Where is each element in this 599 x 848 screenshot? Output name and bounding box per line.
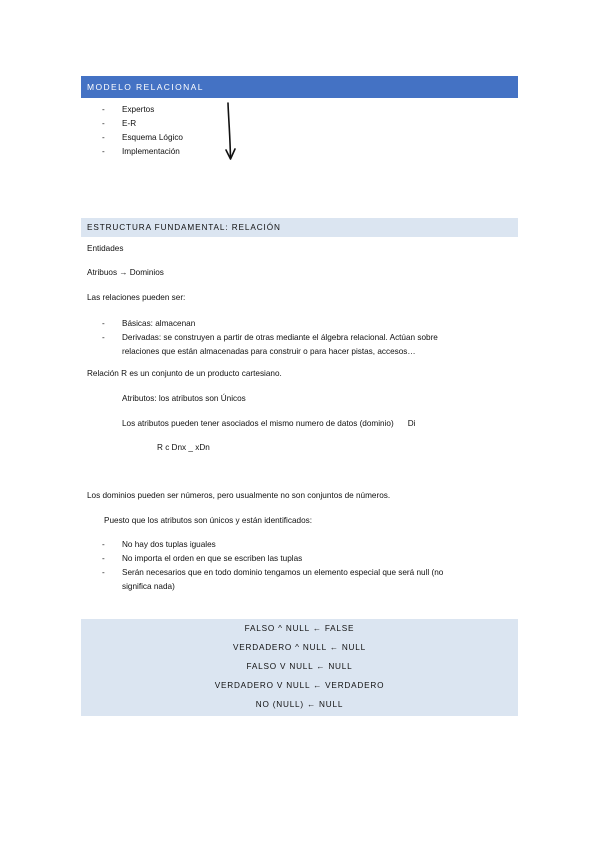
list-item: - Implementación <box>102 147 180 156</box>
paragraph-atributos-unicos: Atributos: los atributos son Únicos <box>122 394 246 403</box>
truth-row: FALSO V NULL ← NULL <box>246 662 353 671</box>
list-item: - Básicas: almacenan <box>102 319 196 328</box>
list-item: - Esquema Lógico <box>102 133 183 142</box>
section-heading-modelo-relacional <box>81 76 518 98</box>
list-item: - No hay dos tuplas iguales <box>102 540 216 549</box>
list-item-continuation: significa nada) <box>122 582 175 591</box>
null-truth-table <box>81 619 518 716</box>
truth-row: VERDADERO ^ NULL ← NULL <box>233 643 366 652</box>
truth-row: NO (NULL) ← NULL <box>255 700 344 709</box>
relation-types-list <box>102 317 438 359</box>
paragraph-atributos-dominio: Los atributos pueden tener asociados el mismo numero de datos (dominio) Di <box>122 419 416 428</box>
list-item: - E-R <box>102 119 137 128</box>
heading-text: ESTRUCTURA FUNDAMENTAL: RELACIÓN <box>87 223 281 232</box>
truth-row: FALSO ^ NULL ← FALSE <box>244 624 355 633</box>
truth-row: VERDADERO V NULL ← VERDADERO <box>214 681 385 690</box>
formula: R c Dnx _ xDn <box>157 443 210 452</box>
list-item: - Serán necesarios que en todo dominio tengamos un elemento especial que será null (no <box>102 568 444 577</box>
model-steps-list <box>102 103 183 159</box>
paragraph-dominios: Los dominios pueden ser números, pero usualmente no son conjuntos de números. <box>87 491 391 500</box>
paragraph-puesto: Puesto que los atributos son únicos y están identificados: <box>104 516 312 525</box>
paragraph-relaciones: Las relaciones pueden ser: <box>87 293 186 302</box>
paragraph-atributos: Atribuos → Dominios <box>87 268 164 277</box>
paragraph-relacion: Relación R es un conjunto de un producto cartesiano. <box>87 369 282 378</box>
list-item-continuation: relaciones que están almacenadas para construir o para hacer pistas, accesos… <box>122 347 416 356</box>
heading-text: MODELO RELACIONAL <box>87 82 204 92</box>
properties-list <box>102 538 443 594</box>
list-item: - Derivadas: se construyen a partir de otras mediante el álgebra relacional. Actúan sobre <box>102 333 438 342</box>
down-arrow-icon <box>222 100 242 164</box>
paragraph-entidades: Entidades <box>87 244 124 253</box>
list-item: - No importa el orden en que se escriben las tuplas <box>102 554 303 563</box>
section-heading-estructura <box>81 218 518 237</box>
list-item: - Expertos <box>102 105 155 114</box>
